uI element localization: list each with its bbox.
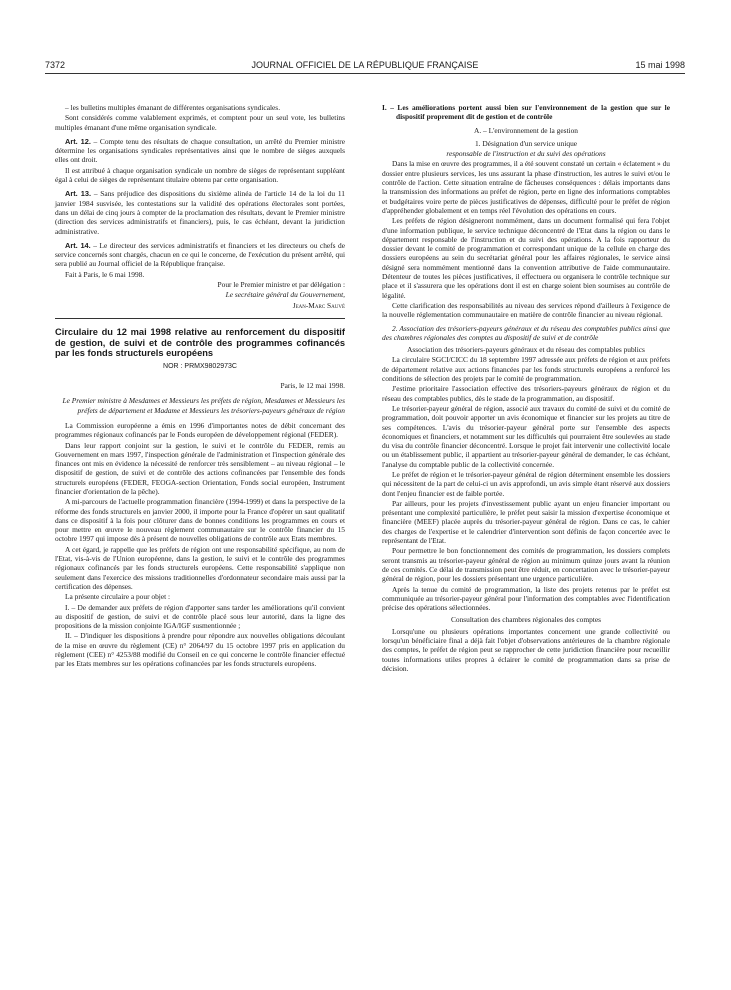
article-text: – Le directeur des services administratifs et financiers et les directeurs ou chefs de service concernés sont chargés, chacun en ce qui le concerne, de l'exécution du présent arrêté, qui sera publié au Journal officiel de la République française. <box>55 240 345 269</box>
journal-title: JOURNAL OFFICIEL DE LA RÉPUBLIQUE FRANÇAISE <box>251 60 479 70</box>
paragraph: – les bulletins multiples émanant de différentes organisations syndicales. <box>65 103 281 112</box>
right-column <box>382 103 670 674</box>
nor-reference: NOR : PRMX9802973C <box>163 362 237 370</box>
addressees: Le Premier ministre à Mesdames et Messieurs les préfets de région, Mesdames et Messieurs les préfets de département et Madame et Messieurs les trésoriers-payeurs généraux de région <box>62 396 345 415</box>
place-date: Paris, le 12 mai 1998. <box>280 381 345 391</box>
paragraph: Le préfet de région et le trésorier-payeur général de région déterminent ensemble les dossiers qui nécessitent de la part de celui-ci un avis approfondi, un avis simple étant réservé aux dossiers dont l'enjeu financier est de faible portée. <box>382 469 670 498</box>
paragraph: I. – De demander aux préfets de région d'apporter sans tarder les améliorations qu'il convient au dispositif de gestion, de suivi et de contrôle placé sous leur autorité, dans la ligne des propositions de la mission conjointe IGA/IGF susmentionnée ; <box>55 602 345 631</box>
paragraph: Dans leur rapport conjoint sur la gestion, le suivi et le contrôle du FEDER, remis au Gouvernement en mars 1997, l'inspection générale de l'administration et l'inspection générale des finances ont mis en évidence la nécessité de renforcer très sensiblement – au niveau régional – le dispositif de gestion, de suivi et de contrôle des actions cofinancées par l'ensemble des fonds structurels européens (FEDER, FEOGA-section Orientation, Fonds social européen, Instrument financier d'orientation de la pêche). <box>55 440 345 496</box>
left-column <box>55 103 345 670</box>
paragraph: La circulaire SGCI/CICC du 18 septembre 1997 adressée aux préfets de région et aux préfets de département relative aux actions financées par les fonds structurels européens a renforcé les conditions de sélection des projets par le comité de programmation. <box>382 355 670 384</box>
subsection-title: 1. Désignation d'un service unique <box>474 138 578 148</box>
paragraph: Par ailleurs, pour les projets d'investissement public ayant un enjeu financier important ou présentant une complexité particulière, le préfet peut saisir la mission d'expertise économique et financière (MEEF) placée auprès du trésorier-payeur général de région. Dans ce cas, le cahier des charges de l'expertise et le calendrier d'intervention sont définis de façon concertée avec le représentant de l'Etat. <box>382 498 670 546</box>
paragraph: Cette clarification des responsabilités au niveau des services répond d'ailleurs à l'exigence de la nouvelle réglementation communautaire en matière de contrôle financier au niveau régional. <box>382 300 670 320</box>
section-rule <box>55 318 345 319</box>
article-12 <box>55 137 345 165</box>
subsection-title-cont: responsable de l'instruction et du suivi des opérations <box>446 149 606 159</box>
article-13 <box>55 189 345 235</box>
signature-title: Le secrétaire général du Gouvernement, <box>225 290 345 300</box>
subsection-heading: A. – L'environnement de la gestion <box>474 125 578 135</box>
paragraph: Sont considérés comme valablement exprimés, et comptent pour un seul vote, les bulletins multiples émanant d'une même organisation syndicale. <box>55 113 345 132</box>
sub-heading: Consultation des chambres régionales des comptes <box>450 615 602 625</box>
paragraph: Le trésorier-payeur général de région, associé aux travaux du comité de suivi et du comité de programmation, doit pouvoir apporter un avis économique et financier sur les projets au titre de ses compétences. L'avis du trésorier-payeur général porte sur l'ensemble des aspects économiques et financiers, et notamment sur les difficultés qui pourraient être soulevées au stade du visa du contrôle financier déconcentré. Lorsque le projet fait intervenir une collectivité locale ou un établissement public, il appartient au trésorier-payeur général de demander, le cas échéant, l'analyse du comptable public de la collectivité concernée. <box>382 403 670 469</box>
signature-date: Fait à Paris, le 6 mai 1998. <box>65 269 145 279</box>
article-label: Art. 12. <box>65 136 91 146</box>
page-number: 7372 <box>45 60 66 70</box>
paragraph: A mi-parcours de l'actuelle programmation financière (1994-1999) et dans la perspective de la réforme des fonds structurels en janvier 2000, il importe pour la France d'opérer un saut qualitatif dans ce dispositif à la fois pour clôturer dans de bonnes conditions les programmes en cours et pour mettre en œuvre le nouveau règlement communautaire sur le contrôle financier du 15 octobre 1997 qui impose dès à présent de nouvelles obligations de contrôle aux Etats membres. <box>55 497 345 544</box>
paragraph: Il est attribué à chaque organisation syndicale un nombre de sièges de représentant suppléant égal à celui de sièges de représentant titulaire obtenu par cette organisation. <box>55 165 345 185</box>
sub-heading: Association des trésoriers-payeurs généraux et du réseau des comptables publics <box>407 345 645 355</box>
paragraph: J'estime prioritaire l'association effective des trésoriers-payeurs généraux de région et du réseau des comptables publics, dès le stade de la programmation, au dispositif. <box>382 384 670 403</box>
header-rule <box>45 73 685 74</box>
signatory-name: Jean-Marc Sauvé <box>292 300 345 310</box>
article-14 <box>55 241 345 269</box>
paragraph: Dans la mise en œuvre des programmes, il a été souvent constaté un certain « éclatement » du dossier entre plusieurs services, les uns assurant la phase d'instruction, les autres le suivi et/ou le contrôle de l'action. Cette situation entraîne de fâcheuses conséquences : délais importants dans la transmission des informations au préfet de région, perte en ligne des informations comptables et budgétaires voire perte de pièces justificatives de dépenses, difficulté pour le préfet de région d'appréhender globalement et en temps réel l'évolution des opérations en cours. <box>382 159 670 215</box>
paragraph: A cet égard, je rappelle que les préfets de région ont une responsabilité spécifique, au nom de l'Etat, vis-à-vis de l'Union européenne, dans la gestion, le suivi et le contrôle des programmes régionaux cofinancés par les fonds structurels européens. Cette responsabilité s'applique non seulement dans l'exercice des missions traditionnelles d'ordonnateur secondaire mais aussi par la certification des dépenses. <box>55 544 345 591</box>
paragraph: Lorsqu'une ou plusieurs opérations importantes concernent une grande collectivité ou lorsqu'un bénéficiaire final a déjà fait l'objet d'observations antérieures de la chambre régionale des comptes, le préfet de région peut se rapprocher de cette juridiction financière pour recueillir toutes informations utiles propres à éclairer le comité de programmation dans sa prise de décision. <box>382 626 670 673</box>
paragraph: La présente circulaire a pour objet : <box>65 592 171 602</box>
article-text: – Compte tenu des résultats de chaque consultation, un arrêté du Premier ministre détermine les organisations syndicales représentatives ainsi que le nombre de sièges auxquels elles ont droit. <box>55 136 345 165</box>
paragraph: II. – D'indiquer les dispositions à prendre pour répondre aux nouvelles obligations découlant de la mise en œuvre du règlement (CE) n° 2064/97 du 15 octobre 1997 pris en application du règlement (CEE) n° 4253/88 modifié du Conseil en ce qui concerne le contrôle financier effectué par les Etats membres sur les opérations cofinancées par les fonds structurels européens. <box>55 631 345 669</box>
issue-date: 15 mai 1998 <box>635 60 685 70</box>
paragraph: La Commission européenne a émis en 1996 d'importantes notes de débit concernant des programmes régionaux cofinancés par le Fonds européen de développement régional (FEDER). <box>55 420 345 440</box>
subsection-title: 2. Association des trésoriers-payeurs généraux et du réseau des comptables publics ainsi que des chambres régionales des comptes au dispositif de suivi et de contrôle <box>382 323 670 342</box>
circular-title: Circulaire du 12 mai 1998 relative au renforcement du dispositif de gestion, de suivi et de contrôle des programmes cofinancés par les fonds structurels européens <box>55 326 345 359</box>
signature-line: Pour le Premier ministre et par délégation : <box>217 280 345 290</box>
article-text: – Sans préjudice des dispositions du sixième alinéa de l'article 14 de la loi du 11 janvier 1984 susvisée, les contestations sur la validité des opérations électorales sont portées, dans un délai de cinq jours à compter de la proclamation des résultats, devant le Premier ministre (direction des services administratifs et financiers), puis, le cas échéant, devant la juridiction administrative. <box>55 189 345 236</box>
section-heading: I. – Les améliorations portent aussi bien sur l'environnement de la gestion que sur le dispositif proprement dit de gestion et de contrôle <box>382 103 670 122</box>
article-label: Art. 13. <box>65 189 92 199</box>
paragraph: Pour permettre le bon fonctionnement des comités de programmation, les dossiers complets seront transmis au trésorier-payeur général de région au minimum quinze jours avant la réunion de ces comités. Ce délai de transmission peut être réduit, en concertation avec le trésorier-payeur général de région, pour les dossiers présentant une urgence particulière. <box>382 546 670 584</box>
running-header <box>45 60 685 74</box>
paragraph: Les préfets de région désigneront nommément, dans un document formalisé qui fera l'objet d'une information publique, le service technique déconcentré de l'Etat dans la région ou dans le département responsable de l'instruction et du suivi des opérations. A la fois rapporteur du dossier devant le comité de programmation et correspondant unique de la cellule en charge des dossiers européens au sein du secrétariat général pour les affaires régionales, le service ainsi désigné sera nommément mentionné dans la convention attributive de l'aide communautaire. Détenteur de toutes les pièces justificatives, il effectuera ou organisera le contrôle technique sur place et il s'assurera que les opérations dont il est en charge soient bien soumises au contrôle de légalité. <box>382 216 670 300</box>
article-label: Art. 14. <box>65 240 91 250</box>
paragraph: Après la tenue du comité de programmation, la liste des projets retenus par le préfet est communiquée au trésorier-payeur général pour l'information des comptables avec l'identification précise des opérations sélectionnées. <box>382 584 670 613</box>
